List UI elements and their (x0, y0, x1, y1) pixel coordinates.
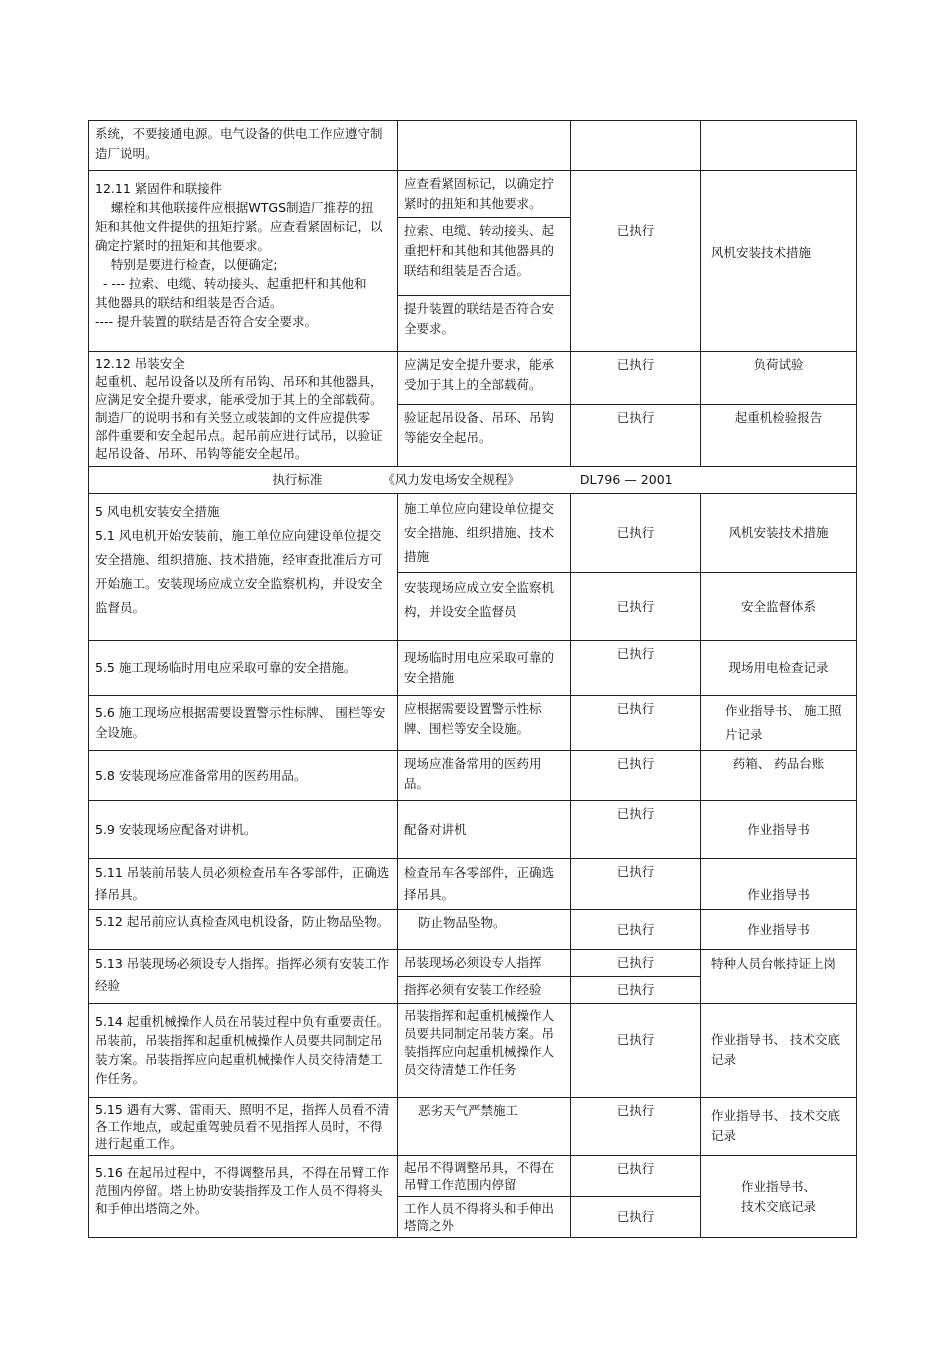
status-cell: 已执行 (571, 751, 701, 801)
check-cell: 现场临时用电应采取可靠的安全措施 (398, 641, 571, 696)
clause-cell (89, 352, 398, 467)
record-cell: 负荷试验 (701, 352, 857, 405)
standard-code: DL796 — 2001 (579, 472, 673, 487)
check-cell: 现场应准备常用的医药用品。 (398, 751, 571, 801)
check-cell: 指挥必须有安装工作经验 (398, 977, 571, 1004)
clause-cell: 5.8 安装现场应准备常用的医药用品。 (89, 751, 398, 801)
status-cell: 已执行 (571, 859, 701, 910)
table-row (89, 801, 857, 859)
check-cell: 吊装现场必须设专人指挥 (398, 950, 571, 977)
clause-cell: 5.16 在起吊过程中，不得调整吊具，不得在吊臂工作范围内停留。塔上协助安装指挥及工作人员不得将头和手伸出塔筒之外。 (89, 1156, 398, 1238)
status-cell (571, 171, 701, 352)
check-cell: 提升装置的联结是否符合安全要求。 (398, 296, 571, 352)
clause-line: 起吊设备、吊环、吊钩等能安全起吊。 (95, 446, 308, 461)
table-row (89, 1156, 857, 1197)
status-cell: 已执行 (571, 801, 701, 859)
check-cell: 起吊不得调整吊具，不得在吊臂工作范围内停留 (398, 1156, 571, 1197)
record-cell: 药箱、 药品台账 (701, 751, 857, 801)
clause-cell (89, 121, 398, 171)
clause-line: - --- 拉索、电缆、转动接头、起重把杆和其他和 (95, 276, 367, 291)
status-cell: 已执行 (571, 950, 701, 977)
table-row (89, 950, 857, 977)
record-cell: 作业指导书、 施工照片记录 (701, 696, 857, 751)
record-line: 作业指导书、 (740, 1178, 816, 1194)
clause-line: 5.1 风电机开始安装前，施工单位应向建设单位提交 (95, 528, 382, 543)
clause-line: 系统，不要接通电源。电气设备的供电工作应遵守制 (95, 126, 383, 141)
status-cell: 已执行 (571, 696, 701, 751)
check-cell: 应满足安全提升要求，能承受加于其上的全部载荷。 (398, 352, 571, 405)
status-cell: 已执行 (571, 573, 701, 641)
check-cell: 恶劣天气严禁施工 (398, 1098, 571, 1156)
check-cell: 应查看紧固标记，以确定拧紧时的扭矩和其他要求。 (398, 171, 571, 218)
table-row (89, 859, 857, 910)
check-cell: 防止物品坠物。 (398, 910, 571, 950)
clause-line: 部件重要和安全起吊点。起吊前应进行试吊，以验证 (95, 428, 383, 443)
table-row (89, 352, 857, 405)
standard-label: 执行标准 (272, 472, 323, 487)
clause-line: 起重机、起吊设备以及所有吊钩、吊环和其他器具， (95, 374, 383, 389)
status-cell: 已执行 (571, 1197, 701, 1238)
status-cell: 已执行 (571, 977, 701, 1004)
clause-cell: 5.12 起吊前应认真检查风电机设备，防止物品坠物。 (89, 910, 398, 950)
status-cell: 已执行 (571, 352, 701, 405)
table-row (89, 641, 857, 696)
record-cell: 作业指导书 (701, 910, 857, 950)
check-cell: 工作人员不得将头和手伸出塔筒之外 (398, 1197, 571, 1238)
record-cell (701, 1156, 857, 1238)
record-line: 技术交底记录 (740, 1198, 816, 1214)
check-cell: 吊装指挥和起重机械操作人员要共同制定吊装方案。吊装指挥应向起重机械操作人员交待清楚工作任务 (398, 1004, 571, 1098)
check-cell: 安装现场应成立安全监察机构，并设安全监督员 (398, 573, 571, 641)
record-cell: 现场用电检查记录 (701, 641, 857, 696)
clause-line: 12.11 紧固件和联接件 (95, 181, 223, 196)
clause-line: 螺栓和其他联接件应根据WTGS制造厂推荐的扭 (95, 200, 374, 215)
status-cell: 已执行 (571, 910, 701, 950)
clause-line: ---- 提升装置的联结是否符合安全要求。 (95, 314, 318, 329)
clause-line: 12.12 吊装安全 (95, 356, 185, 371)
record-cell: 作业指导书 (701, 859, 857, 910)
clause-cell (89, 171, 398, 352)
table-row (89, 494, 857, 573)
record-cell: 作业指导书、 技术交底记录 (701, 1004, 857, 1098)
record-cell (701, 121, 857, 171)
record-cell: 作业指导书、 技术交底记录 (701, 1098, 857, 1156)
clause-cell: 5.5 施工现场临时用电应采取可靠的安全措施。 (89, 641, 398, 696)
clause-line: 开始施工。安装现场应成立安全监察机构，并设安全 (95, 576, 383, 591)
clause-cell: 5.9 安装现场应配备对讲机。 (89, 801, 398, 859)
record-cell: 风机安装技术措施 (701, 494, 857, 573)
table-row (89, 1004, 857, 1098)
record-cell: 特种人员台帐持证上岗 (701, 950, 857, 1004)
clause-line: 监督员。 (95, 600, 146, 615)
clause-line: 应满足安全提升要求，能承受加于其上的全部载荷。 (95, 392, 383, 407)
inspection-table (88, 120, 857, 1238)
standard-name: 《风力发电场安全规程》 (382, 472, 520, 487)
status-cell: 已执行 (571, 405, 701, 467)
clause-line: 特别是要进行检查，以便确定; (95, 257, 278, 272)
check-cell: 施工单位应向建设单位提交安全措施、组织措施、技术措施 (398, 494, 571, 573)
clause-cell: 5.14 起重机械操作人员在吊装过程中负有重要责任。吊装前，吊装指挥和起重机械操作人员要共同制定吊装方案。吊装指挥应向起重机械操作人员交待清楚工作任务。 (89, 1004, 398, 1098)
status-cell: 已执行 (571, 494, 701, 573)
check-cell: 验证起吊设备、吊环、吊钩等能安全起吊。 (398, 405, 571, 467)
table-row (89, 751, 857, 801)
status-cell: 已执行 (571, 1004, 701, 1098)
standard-cell (89, 467, 857, 494)
record-text: 风机安装技术措施 (711, 245, 812, 260)
clause-cell: 5.11 吊装前吊装人员必须检查吊车各零部件，正确选择吊具。 (89, 859, 398, 910)
table-row (89, 910, 857, 950)
table-row (89, 121, 857, 171)
record-cell: 安全监督体系 (701, 573, 857, 641)
status-cell: 已执行 (571, 1098, 701, 1156)
clause-line: 其他器具的联结和组装是否合适。 (95, 295, 283, 310)
clause-cell: 5.15 遇有大雾、雷雨天、照明不足，指挥人员看不清各工作地点，或起重驾驶员看不见指挥人员时，不得进行起重工作。 (89, 1098, 398, 1156)
table-row (89, 696, 857, 751)
clause-cell: 5.6 施工现场应根据需要设置警示性标牌、 围栏等安全设施。 (89, 696, 398, 751)
clause-line: 制造厂的说明书和有关竖立或装卸的文件应提供零 (95, 410, 371, 425)
clause-line: 矩和其他文件提供的扭矩拧紧。应查看紧固标记，以 (95, 219, 383, 234)
check-cell: 应根据需要设置警示性标牌、围栏等安全设施。 (398, 696, 571, 751)
record-cell: 作业指导书 (701, 801, 857, 859)
check-cell: 检查吊车各零部件，正确选择吊具。 (398, 859, 571, 910)
clause-line: 5 风电机安装安全措施 (95, 504, 220, 519)
status-cell: 已执行 (571, 641, 701, 696)
record-cell (701, 171, 857, 352)
clause-line: 造厂说明。 (95, 146, 158, 161)
standard-row (89, 467, 857, 494)
status-cell: 已执行 (571, 1156, 701, 1197)
status-cell (571, 121, 701, 171)
clause-cell: 5.13 吊装现场必须设专人指挥。指挥必须有安装工作经验 (89, 950, 398, 1004)
table-row (89, 1098, 857, 1156)
record-cell: 起重机检验报告 (701, 405, 857, 467)
clause-line: 确定拧紧时的扭矩和其他要求。 (95, 238, 271, 253)
clause-cell (89, 494, 398, 641)
check-cell: 配备对讲机 (398, 801, 571, 859)
check-cell (398, 121, 571, 171)
status-text: 已执行 (616, 223, 655, 238)
check-cell: 拉索、电缆、转动接头、起重把杆和其他和其他器具的联结和组装是否合适。 (398, 218, 571, 296)
table-row (89, 171, 857, 218)
clause-line: 安全措施、组织措施、技术措施，经审查批准后方可 (95, 552, 383, 567)
